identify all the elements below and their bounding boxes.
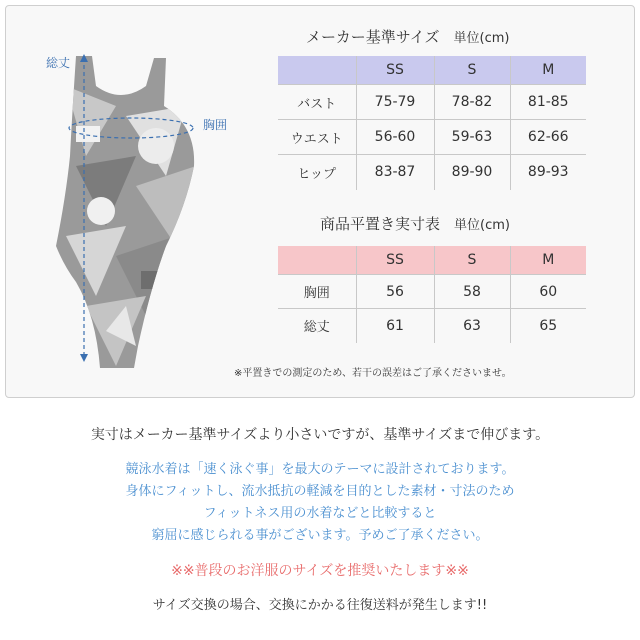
row-label: ヒップ — [278, 155, 356, 190]
table-row — [278, 120, 586, 155]
table-row — [278, 309, 586, 343]
size-header-cell: SS — [356, 56, 434, 85]
table-cell: 58 — [434, 275, 510, 309]
size-table-header — [278, 56, 586, 85]
chest-label: 胸囲 — [203, 118, 228, 132]
size-stretch-text: 実寸はメーカー基準サイズより小さいですが、基準サイズまで伸びます。 — [90, 427, 550, 443]
row-label: 総丈 — [278, 309, 356, 343]
table-cell: 89-90 — [434, 155, 510, 190]
measure-header-cell: S — [434, 246, 510, 275]
table-cell: 61 — [356, 309, 434, 343]
size-table — [278, 56, 586, 190]
table-cell: 60 — [510, 275, 586, 309]
table-row — [278, 155, 586, 190]
table-cell: 59-63 — [434, 120, 510, 155]
table-cell: 78-82 — [434, 85, 510, 120]
size-info-panel — [5, 5, 635, 398]
table-cell: 65 — [510, 309, 586, 343]
description-line: 競泳水着は「速く泳ぐ事」を最大のテーマに設計されております。 — [125, 462, 515, 477]
measurement-note: ※平置きでの測定のため、若干の誤差はご了承くださいませ。 — [234, 368, 512, 379]
table-cell: 62-66 — [510, 120, 586, 155]
description-line: 窮屈に感じられる事がございます。予めご了承ください。 — [151, 528, 489, 543]
row-label: ウエスト — [278, 120, 356, 155]
measure-table-title — [320, 213, 510, 234]
measure-table — [278, 246, 586, 343]
row-label: 胸囲 — [278, 275, 356, 309]
size-table-unit: 単位(cm) — [453, 31, 510, 46]
size-header-cell: S — [434, 56, 510, 85]
recommendation-text: ※※普段のお洋服のサイズを推奨いたします※※ — [171, 563, 469, 579]
description-line: フィットネス用の水着などと比較すると — [203, 506, 437, 521]
measure-table-header — [278, 246, 586, 275]
size-header-cell: M — [510, 56, 586, 85]
table-cell: 83-87 — [356, 155, 434, 190]
size-table-title — [306, 26, 509, 47]
row-label: バスト — [278, 85, 356, 120]
measure-header-cell: SS — [356, 246, 434, 275]
swimsuit-image — [46, 46, 216, 386]
measure-header-cell: M — [510, 246, 586, 275]
table-cell: 89-93 — [510, 155, 586, 190]
size-header-cell — [278, 56, 356, 85]
measure-header-cell — [278, 246, 356, 275]
exchange-note: サイズ交換の場合、交換にかかる往復送料が発生します!! — [152, 598, 488, 613]
length-label: 総丈 — [46, 56, 71, 70]
table-cell: 56 — [356, 275, 434, 309]
table-cell: 56-60 — [356, 120, 434, 155]
table-row — [278, 85, 586, 120]
table-cell: 81-85 — [510, 85, 586, 120]
description-line: 身体にフィットし、流水抵抗の軽減を目的とした素材・寸法のため — [125, 484, 515, 499]
measure-table-title-text: 商品平置き実寸表 — [320, 215, 441, 233]
table-cell: 63 — [434, 309, 510, 343]
table-row — [278, 275, 586, 309]
measure-table-unit: 単位(cm) — [454, 218, 510, 233]
size-table-title-text: メーカー基準サイズ — [306, 28, 440, 46]
table-cell: 75-79 — [356, 85, 434, 120]
